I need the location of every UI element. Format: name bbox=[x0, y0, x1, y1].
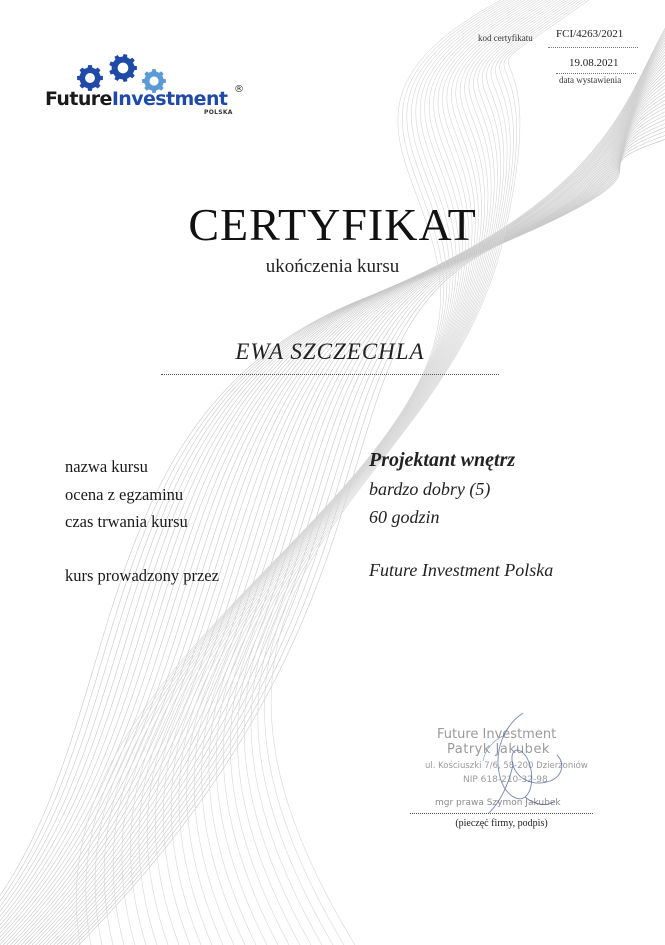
recipient-underline bbox=[161, 374, 499, 375]
certificate-code-underline bbox=[548, 47, 638, 48]
stamp-address: ul. Kościuszki 7/6, 58-200 Dzierżoniów bbox=[425, 761, 588, 771]
recipient-name: EWA SZCZECHLA bbox=[235, 339, 425, 364]
company-stamp bbox=[405, 705, 615, 820]
logo-country: POLSKA bbox=[204, 109, 233, 116]
stamp-owner: Patryk Jakubek bbox=[447, 742, 550, 757]
issue-date-label: data wystawienia bbox=[559, 75, 622, 85]
signature-line bbox=[410, 813, 593, 814]
duration-label: czas trwania kursu bbox=[65, 512, 188, 531]
course-label: nazwa kursu bbox=[65, 457, 148, 476]
provider-value: Future Investment Polska bbox=[369, 560, 554, 580]
handwritten-signature bbox=[405, 705, 615, 820]
grade-value: bardzo dobry (5) bbox=[369, 479, 491, 499]
duration-value: 60 godzin bbox=[369, 507, 440, 527]
logo-word-investment: Investment bbox=[111, 88, 228, 110]
registered-mark: ® bbox=[234, 84, 244, 95]
stamp-signatory: mgr prawa Szymon Jakubek bbox=[435, 798, 561, 808]
certificate-title: CERTYFIKAT bbox=[188, 199, 477, 250]
stamp-company: Future Investment bbox=[437, 727, 557, 742]
issue-date-underline bbox=[556, 73, 636, 74]
provider-label: kurs prowadzony przez bbox=[65, 566, 219, 585]
certificate-code-label: kod certyfikatu bbox=[478, 33, 533, 43]
issue-date-value: 19.08.2021 bbox=[569, 57, 619, 69]
certificate-subtitle: ukończenia kursu bbox=[265, 256, 400, 277]
logo-word-future: Future bbox=[45, 88, 112, 110]
certificate-code-value: FCI/4263/2021 bbox=[556, 28, 624, 40]
stamp-tax-id: NIP 618-210-32-98 bbox=[463, 775, 548, 785]
company-logo bbox=[42, 52, 252, 122]
course-value: Projektant wnętrz bbox=[369, 449, 516, 471]
logo-wordmark bbox=[45, 88, 227, 110]
grade-label: ocena z egzaminu bbox=[65, 485, 184, 504]
signature-caption: (pieczęć firmy, podpis) bbox=[455, 818, 548, 829]
